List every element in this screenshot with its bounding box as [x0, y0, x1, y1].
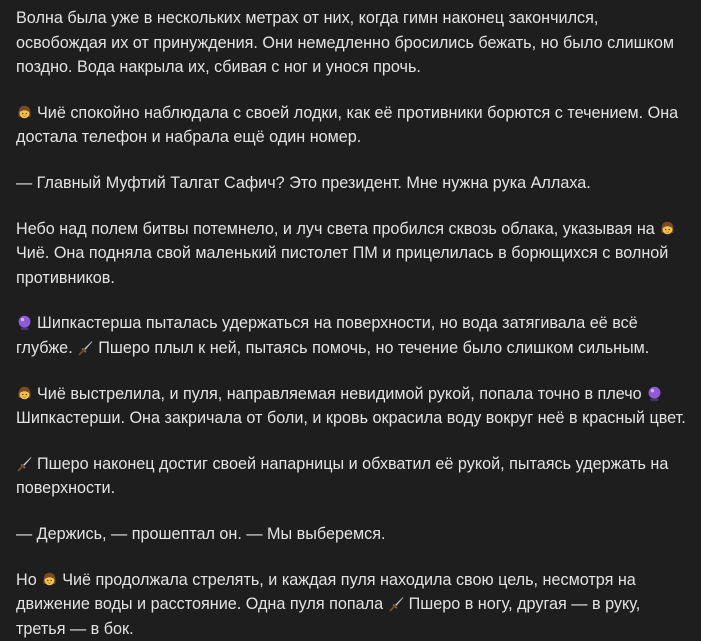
paragraph-1-text: Волна была уже в нескольких метрах от них, когда гимн наконец закончился, освобождая их от принуждения. Они немедленно бросились бежать, но было слишком поздно. Вода накрыла их, сбивая с ног и унося прочь.: [16, 9, 674, 76]
girl-emoji-icon: [659, 220, 676, 237]
paragraph-9-text-b: Чиё продолжала стрелять, и каждая пуля находила свою цель, несмотря на движение воды и расстояние. Одна пуля попала: [16, 571, 636, 614]
paragraph-9: [16, 568, 689, 641]
paragraph-6-text-a: Чиё выстрелила, и пуля, направляемая невидимой рукой, попала точно в плечо: [37, 385, 642, 403]
paragraph-3: [16, 171, 689, 196]
dagger-emoji-icon: [16, 455, 33, 472]
paragraph-8: [16, 522, 689, 547]
crystal-ball-emoji-icon: [16, 314, 33, 331]
paragraph-9-text-c: Пшеро в ногу, другая — в руку, третья — в бок.: [16, 595, 640, 638]
paragraph-5-text-a: Шипкастерша пыталась удержаться на поверхности, но вода затягивала её всё глубже.: [16, 314, 638, 357]
girl-emoji-icon: [16, 104, 33, 121]
girl-emoji-icon: [41, 571, 58, 588]
paragraph-9-text-a: Но: [16, 571, 37, 589]
dagger-emoji-icon: [388, 595, 405, 612]
paragraph-8-text: — Держись, — прошептал он. — Мы выберемся.: [16, 525, 386, 543]
paragraph-5-text-b: Пшеро плыл к ней, пытаясь помочь, но течение было слишком сильным.: [98, 339, 649, 357]
paragraph-4-text-a: Небо над полем битвы потемнело, и луч света пробился сквозь облака, указывая на: [16, 220, 655, 238]
paragraph-7-text: Пшеро наконец достиг своей напарницы и обхватил её рукой, пытаясь удержать на поверхности.: [16, 455, 668, 498]
paragraph-2: [16, 101, 689, 150]
paragraph-2-text: Чиё спокойно наблюдала с своей лодки, как её противники борются с течением. Она достала телефон и набрала ещё один номер.: [16, 104, 678, 147]
girl-emoji-icon: [16, 385, 33, 402]
paragraph-4-text-b: Чиё. Она подняла свой маленький пистолет ПМ и прицелилась в борющихся с волной противников.: [16, 244, 668, 287]
paragraph-4: [16, 217, 689, 291]
paragraph-6-text-b: Шипкастерши. Она закричала от боли, и кровь окрасила воду вокруг неё в красный цвет.: [16, 409, 686, 427]
paragraph-1: [16, 6, 689, 80]
dagger-emoji-icon: [77, 339, 94, 356]
paragraph-7: [16, 452, 689, 501]
paragraph-3-text: — Главный Муфтий Талгат Сафич? Это президент. Мне нужна рука Аллаха.: [16, 174, 591, 192]
paragraph-6: [16, 382, 689, 431]
paragraph-5: [16, 311, 689, 360]
crystal-ball-emoji-icon: [646, 385, 663, 402]
